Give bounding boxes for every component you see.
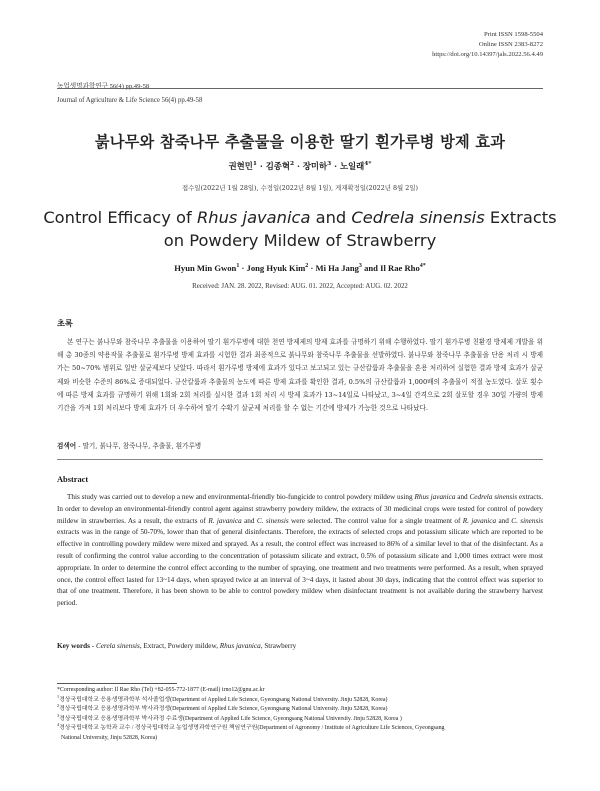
keywords-en <box>57 642 296 650</box>
journal-citation-en: Journal of Agriculture & Life Science 56(4) pp.49-58 <box>57 97 203 104</box>
title-en-part: and <box>310 208 352 227</box>
author-ko: 장미하 <box>302 161 328 171</box>
dates-english: Received: JAN. 28. 2022, Revised: AUG. 01. 2022, Accepted: AUG. 02. 2022 <box>192 283 408 290</box>
journal-citation-ko: 농업생명과학연구 56(4) pp.49-58 <box>57 83 150 90</box>
print-issn: Print ISSN 1598-5504 <box>484 31 543 38</box>
author-mark: 2 <box>305 263 309 270</box>
authors-english <box>0 263 600 273</box>
footnote-text: 경상국립대학교 농학과 교수 / 경상국립대학교 농업생명과학연구원 책임연구원(Department of Agronomy / Institute of Agriculture Life Sciences, Gyeongsang <box>59 725 445 732</box>
keyword-list: , Extract, Powdery mildew, <box>139 642 220 650</box>
author-mark: 2 <box>290 160 295 168</box>
author-separator: · <box>334 161 338 171</box>
abstract-ko-heading: 초록 <box>57 318 73 328</box>
issn-doi-block <box>432 30 543 60</box>
footnote-mark: 3 <box>57 712 60 718</box>
abstract-en-text: extracts was in the range of 50-70%, lower than that of general disinfectants. Therefore, the extracts of selected crops and potassium silicate which are reported to be effective in controlling powdery mildew were mixed and sprayed. As a result, the control effect was increased to 86% of a similar level to that of the disinfectant. As a result of confirming the control value according to the concentration of potassium silicate and extract, 0.5% of potassium silicate and 1,000 times extract were most appropriate. In order to determine the control effect according to the number of spraying, one treatment and two treatments were performed. As a result, when sprayed once, the control effect lasted for 13~14 days, when sprayed twice at an interval of 3~4 days, it lasted about 30 days, indicating that the control effect was superior to that of one treatment. Therefore, it has been shown to be able to control powdery mildew when disinfectant treatment is not available during the strawberry harvest period. <box>57 528 543 608</box>
author-separator: · <box>241 263 245 273</box>
author-mark: 3 <box>358 263 362 270</box>
footnote-text: 경상국립대학교 응용생명과학부 박사과정생(Department of Applied Life Science, Gyeongsang National University. Jinju 52828, Korea) <box>59 706 388 713</box>
abstract-en-body <box>57 492 543 610</box>
author-separator: · <box>297 161 300 171</box>
abstract-en-text: and <box>241 516 257 525</box>
footnote-mark: 4 <box>57 722 60 728</box>
keywords-ko-list: 딸기, 붉나무, 참죽나무, 추출물, 흰가루병 <box>82 442 202 450</box>
footnote-3 <box>57 712 547 728</box>
author-mark: 4* <box>419 263 426 270</box>
author-ko: 김종혁 <box>265 161 290 171</box>
footnote-2 <box>57 705 547 715</box>
abstract-en-species: Rhus javanica <box>414 493 456 501</box>
author-mark: 4* <box>364 160 372 168</box>
author-separator: · <box>310 263 314 273</box>
author-en: Hyun Min Gwon <box>174 263 237 273</box>
abstract-en-text: This study was carried out to develop a new and environmental-friendly bio-fungicide to control powdery mildew using <box>67 493 415 501</box>
footnote-1 <box>57 693 547 709</box>
abstract-en-species: C. sinensis <box>256 516 289 525</box>
footnote-mark: 1 <box>57 693 60 699</box>
abstract-en-text: and <box>496 516 512 525</box>
author-mark: 3 <box>327 160 332 168</box>
abstract-en-species: C. sinensis <box>511 516 544 525</box>
title-english <box>40 206 560 252</box>
abstract-en-species: Cedrela sinensis <box>469 493 517 501</box>
abstract-en-text: were selected. The control value for a single treatment of <box>288 516 463 525</box>
footnote-divider <box>57 683 177 684</box>
abstract-en-species: R. javanica <box>208 516 242 525</box>
keyword-list: , Strawberry <box>260 642 297 650</box>
footnote-mark: 2 <box>57 703 60 709</box>
abstract-en-heading: Abstract <box>57 475 89 484</box>
author-en: Jong Hyuk Kim <box>246 263 306 273</box>
title-korean: 붉나무와 참죽나무 추출물을 이용한 딸기 흰가루병 방제 효과 <box>94 133 506 151</box>
footnote-text: 경상국립대학교 응용생명과학부 석사졸업생(Department of Applied Life Science, Gyeongsang National University. Jinju 52828, Korea) <box>59 696 388 703</box>
title-en-part: Extracts on Powdery Mildew of Strawberry <box>163 208 557 250</box>
author-and: and <box>364 263 378 273</box>
keyword-species: Rhus javanica <box>219 642 261 650</box>
author-mark: 1 <box>236 263 240 270</box>
title-en-species: Cedrela sinensis <box>351 208 485 227</box>
keywords-ko-label: 검색어 <box>57 442 77 450</box>
abstract-en-text: and <box>455 493 470 501</box>
abstract-en-species: R. javanica <box>462 516 497 525</box>
author-en: Mi Ha Jang <box>315 263 359 273</box>
author-ko: 권현민 <box>228 161 253 171</box>
abstract-ko-body: 본 연구는 붉나무와 참죽나무 추출물을 이용하여 딸기 흰가루병에 대한 천연 방제제의 방제 효과를 규명하기 위해 수행하였다. 딸기 흰가루병 친환경 방제제 개발을 위해 총 30종의 약용작물 추출물로 흰가루병 방제 효과를 시험한 결과 최종적으로 붉나무와 참죽나무 추출물을 선발하였다. 붉나무와 참죽나무 추출물을 단용 처리 시 방제가는 50~70% 범위로 일반 살균제보다 낮았다. 따라서 흰가루병 방제에 효과가 있다고 보고되고 있는 규산칼륨과 추출물을 혼용 처리하여 실험한 결과 방제 효과가 살균제와 비슷한 수준의 86%로 증대되었다. 규산칼륨과 추출물의 농도에 따른 방제 효과를 확인한 결과, 0.5%의 규산칼륨과 1,000배의 추출물이 적절 농도였다. 살포 횟수에 따른 방제 효과를 규명하기 위해 1회와 2회 처리를 실시한 결과 1회 처리 시 방제 효과가 13~14일로 나타났고, 3~4일 간격으로 2회 살포할 경우 30일 가량의 방제 기간을 가져 1회 처리보다 방제 효과가 더 우수하여 딸기 수확기 살균제 처리를 할 수 없는 기간에 방제가 가능한 것으로 나타났다. <box>57 338 543 413</box>
abstract-en-text: extracts. In order to develop an environmental-friendly control agent against strawberry powdery mildew, the extracts of 30 medicinal crops were tested for control of powdery mildew in strawberries. As a result, the extracts of <box>57 493 543 525</box>
dates-korean: 접수일(2022년 1월 28일), 수정일(2022년 8월 1일), 게재확정일(2022년 8월 2일) <box>182 184 418 192</box>
keywords-en-label: Key words <box>57 642 90 650</box>
footnote-corresponding: *Corresponding author: Il Rae Rho (Tel) +82-055-772-1877 (E-mail) irno12@gnu.ac.kr <box>57 687 265 693</box>
footnote-4 <box>57 724 547 734</box>
section-divider <box>57 459 543 460</box>
author-separator: · <box>259 161 263 171</box>
author-en: Il Rae Rho <box>380 263 420 273</box>
doi-link[interactable]: https://doi.org/10.14397/jals.2022.56.4.49 <box>432 51 543 58</box>
keywords-ko <box>57 440 201 450</box>
online-issn: Online ISSN 2383-8272 <box>478 41 543 48</box>
footnote-text: 경상국립대학교 응용생명과학부 박사과정 수료생(Department of Applied Life Science, Gyeongsang National University. Jinju 52828, Korea ) <box>59 715 402 722</box>
footnotes <box>57 686 547 744</box>
title-en-species: Rhus javanica <box>196 208 311 227</box>
authors-korean <box>0 160 600 172</box>
keyword-species: Cerela sinensis <box>95 642 140 650</box>
header-divider <box>57 88 543 89</box>
footnote-4-continued: National University, Jinju 52828, Korea) <box>61 734 158 741</box>
keywords-ko-dash: - <box>78 442 81 450</box>
title-en-part: Control Efficacy of <box>43 208 197 227</box>
author-ko: 노일래 <box>339 161 365 171</box>
author-mark: 1 <box>252 160 257 168</box>
keywords-en-dash: - <box>91 642 95 650</box>
